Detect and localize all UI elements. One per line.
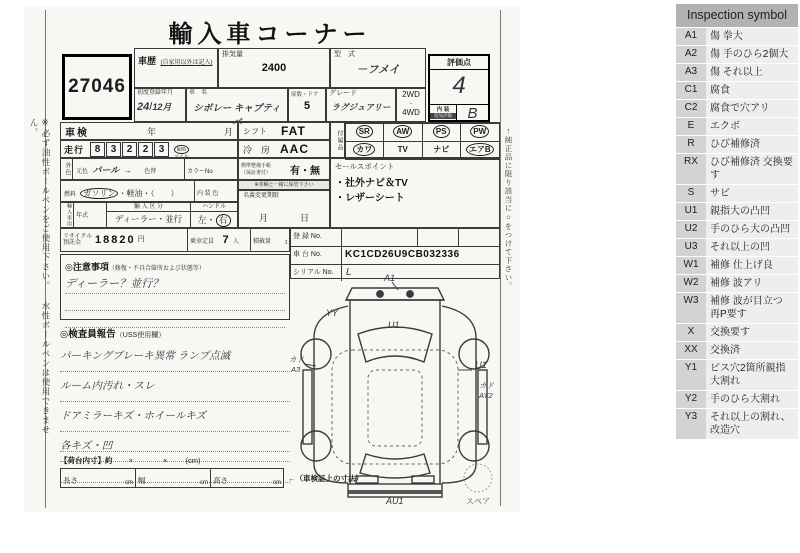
- shaken-month-label: 月: [223, 126, 233, 137]
- load-label: 積載量: [253, 239, 272, 245]
- mileage-digits: [90, 142, 170, 157]
- length-label: 長さ: [63, 476, 78, 485]
- maintenance-note: ※車輌と一緒に保管下さい: [238, 180, 330, 190]
- serial-no-value: L: [346, 267, 352, 278]
- dimension-note: ←（車検証上の寸法）: [288, 474, 363, 483]
- sales-point-label: セールスポイント: [335, 162, 395, 171]
- legend-row: [676, 275, 798, 292]
- legend-row: [676, 324, 798, 341]
- fuel-selected: ガソリン: [80, 188, 118, 199]
- name-change-box: [238, 190, 330, 228]
- car-top-view-diagram: [288, 270, 500, 506]
- legend-row: [676, 409, 798, 439]
- mileage-digit: 2: [138, 142, 153, 157]
- shaken-label: 車検: [65, 127, 89, 139]
- legend-description: ビス穴2箇所親指大割れ: [706, 360, 798, 390]
- right-margin-rule: [500, 10, 501, 506]
- diagram-mark-right-side: U1: [475, 360, 487, 370]
- legend-row: [676, 82, 798, 99]
- exterior-color-label: 外色: [61, 159, 73, 179]
- car-name-box: [186, 88, 288, 129]
- legend-symbol: Y3: [676, 409, 706, 439]
- diagram-mark-rear: AU1: [386, 496, 404, 506]
- legend-description: 補修 仕上げ良: [706, 257, 798, 274]
- base-color-label: 元色: [76, 169, 89, 175]
- maintenance-box: [238, 158, 330, 180]
- registration-no-cell: [418, 229, 459, 246]
- legend-symbol: X: [676, 324, 706, 341]
- handle-separator: ・: [206, 215, 216, 226]
- legend-symbol: S: [676, 185, 706, 202]
- width-unit: cm: [200, 479, 208, 486]
- maintenance-value: 有・無: [290, 165, 320, 177]
- color-arrow: →: [123, 166, 132, 175]
- doors-label: 扉数・ドア: [291, 92, 319, 98]
- displacement-box: [218, 48, 330, 88]
- import-class-label: 輸 入 区 分: [107, 203, 190, 212]
- sheet-title: 輸入車コーナー: [168, 21, 372, 48]
- registration-no-cell: [342, 229, 418, 246]
- notice-handwriting: ディーラー？並行？: [65, 275, 285, 294]
- legend-row: [676, 257, 798, 274]
- bed-size-row: [60, 455, 290, 466]
- recycle-box: [60, 228, 290, 252]
- fuel-box: [60, 180, 238, 202]
- maintenance-sub: （保証書付）: [241, 170, 272, 176]
- diagram-mark-left-corner: カド: [289, 355, 304, 364]
- equipment-item: ナビ: [422, 141, 462, 160]
- legend-symbol: XX: [676, 342, 706, 359]
- mileage-digit: 3: [106, 142, 121, 157]
- lot-number-box: [62, 54, 132, 120]
- first-registration-label: 初度登録年月: [137, 90, 174, 96]
- name-change-day: 日: [299, 213, 309, 224]
- report-title: ◎検査員報告: [60, 329, 116, 340]
- drive-box: [396, 88, 426, 122]
- base-color-value: パール: [92, 165, 120, 175]
- legend-description: 親指大の凸凹: [706, 203, 798, 220]
- recycle-value: 18820: [95, 234, 136, 246]
- doors-box: [288, 88, 326, 122]
- notice-sub: （修復・不具合箇所および状態等）: [108, 266, 205, 272]
- shift-value: FAT: [281, 124, 306, 138]
- legend-row: [676, 221, 798, 238]
- legend-symbol: C2: [676, 100, 706, 117]
- score-box: [428, 54, 490, 122]
- legend-row: [676, 64, 798, 81]
- ac-box: [238, 140, 330, 158]
- legend-description: 腐食で穴アリ: [706, 100, 798, 117]
- bed-size-dims: × ×: [128, 456, 168, 465]
- legend-row: [676, 293, 798, 323]
- legend-row: [676, 360, 798, 390]
- ac-label: 冷 房: [243, 144, 271, 155]
- drive-4wd: 4WD: [402, 108, 420, 117]
- right-margin-note: ↑純正品に限り該当に○をつけて下さい。: [504, 126, 513, 291]
- interior-color-label: 内 装 色: [197, 191, 219, 197]
- report-sub: （USS使用欄）: [115, 332, 166, 339]
- diagram-mark-front: A1: [384, 273, 396, 283]
- equipment-column-label: 付属品: [331, 123, 345, 157]
- spare-tire-label: スペア: [466, 497, 490, 506]
- legend-row: [676, 203, 798, 220]
- capacity-label: 乗車定員: [190, 239, 215, 245]
- ac-value: AAC: [280, 142, 310, 156]
- fuel-label: 燃料: [64, 192, 77, 198]
- legend-symbol: A1: [676, 28, 706, 45]
- color-no-label: カラーNo: [187, 169, 213, 175]
- equipment-item: AW: [383, 123, 423, 142]
- legend-row: [676, 239, 798, 256]
- diagram-mark-front-left: YY: [326, 308, 339, 318]
- legend-row: [676, 342, 798, 359]
- shift-box: [238, 122, 330, 140]
- import-class-value: ディーラー・並行: [114, 214, 183, 225]
- fuel-options: ・軽油・（ ）: [118, 189, 179, 198]
- legend-row: [676, 118, 798, 135]
- recycle-unit: 円: [137, 236, 145, 244]
- shaken-year-label: 年: [147, 126, 157, 137]
- legend-description: サビ: [706, 185, 798, 202]
- legend-description: 補修 波アリ: [706, 275, 798, 292]
- legend-symbol: W2: [676, 275, 706, 292]
- model-year-label: 年式: [76, 213, 89, 219]
- equipment-item: PS: [422, 123, 462, 142]
- legend-row: [676, 154, 798, 184]
- dimension-cells: [60, 468, 284, 488]
- registration-no-label: 登 録 No.: [291, 229, 342, 246]
- legend-description: 補修 波が目立つ 再P要す: [706, 293, 798, 323]
- displacement-value: 2400: [261, 61, 287, 74]
- legend-table: [676, 28, 798, 439]
- equipment-row-1: [345, 123, 499, 141]
- diagram-mark-right-corner: カド: [479, 381, 494, 390]
- bed-size-label: 【荷台内寸】約: [60, 456, 113, 465]
- sales-point-box: [330, 158, 500, 228]
- legend-symbol: U3: [676, 239, 706, 256]
- bed-blank-line: [60, 440, 290, 452]
- displacement-label: 排気量: [222, 51, 243, 58]
- legend-title: Inspection symbol: [676, 4, 798, 27]
- legend-symbol: R: [676, 136, 706, 153]
- grade-label: グレード: [329, 90, 357, 97]
- legend-symbol: W3: [676, 293, 706, 323]
- report-line: 各キズ・凹: [60, 432, 290, 462]
- legend-row: [676, 136, 798, 153]
- first-registration-box: [134, 88, 186, 122]
- legend-symbol: A3: [676, 64, 706, 81]
- notice-title: ◎注意事項: [65, 262, 109, 272]
- legend-description: 傷 拳大: [706, 28, 798, 45]
- legend-symbol: E: [676, 118, 706, 135]
- legend-symbol: W1: [676, 257, 706, 274]
- mileage-digit: 2: [122, 142, 137, 157]
- diagram-mark-left-corner-code: A3: [291, 365, 301, 374]
- legend-description: それ以上の割れ、改造穴: [706, 409, 798, 439]
- legend-symbol: Y2: [676, 391, 706, 408]
- exterior-color-box: [60, 158, 238, 180]
- model-code-label: 型 式: [334, 51, 355, 58]
- shaken-box: [60, 122, 238, 140]
- legend-description: 傷 手のひら2個大: [706, 46, 798, 63]
- equipment-item: SR: [345, 123, 385, 142]
- handle-right: 右: [216, 214, 231, 226]
- legend-row: [676, 100, 798, 117]
- bed-size-unit: (cm): [185, 456, 201, 465]
- first-registration-year: 24: [137, 101, 150, 114]
- height-unit: cm: [273, 479, 281, 486]
- legend-description: 手のひら大割れ: [706, 391, 798, 408]
- height-label: 高さ: [213, 476, 228, 485]
- notice-blank-line: [65, 294, 285, 311]
- mileage-box: [60, 140, 238, 158]
- history-sub: (自家用以外は記入): [160, 60, 213, 66]
- drive-2wd: 2WD: [402, 90, 420, 99]
- capacity-unit: 人: [233, 239, 240, 245]
- inspection-symbol-legend: [676, 4, 798, 439]
- lot-number: 27046: [68, 76, 126, 97]
- interior-score-value: B: [467, 105, 478, 122]
- load-unit: t: [285, 240, 287, 246]
- equipment-item: TV: [383, 141, 423, 160]
- name-change-month: 月: [258, 213, 268, 224]
- report-line: ルーム内汚れ・スレ: [60, 372, 290, 402]
- mileage-digit: 8: [90, 142, 105, 157]
- capacity-value: 7: [222, 234, 229, 246]
- mileage-digit: 3: [154, 142, 169, 157]
- left-margin-note: ※必ず油性ボールペンをご使用下さい。 水性ボールペンは使用できません。: [29, 118, 51, 435]
- notice-box: [60, 254, 290, 320]
- score-value: 4: [452, 72, 466, 99]
- mileage-label: 走行: [64, 144, 85, 155]
- legend-description: 交換済: [706, 342, 798, 359]
- import-use-label: 輸入車用: [61, 203, 74, 227]
- chassis-no-value: KC1CD26U9CB032336: [345, 249, 460, 260]
- legend-symbol: C1: [676, 82, 706, 99]
- equipment-item: エアB: [460, 141, 500, 160]
- interior-score-label: 内 装: [436, 107, 450, 113]
- grade-box: [326, 88, 396, 122]
- registration-no-cell: [459, 229, 499, 246]
- car-name-label: 車 名: [189, 90, 208, 96]
- report-line: ドアミラーキズ・ホイールキズ: [60, 402, 290, 432]
- legend-symbol: RX: [676, 154, 706, 184]
- width-label: 幅: [138, 476, 146, 485]
- legend-symbol: Y1: [676, 360, 706, 390]
- import-box: [60, 202, 238, 228]
- serial-no-label: シリアル No.: [291, 265, 342, 281]
- shift-label: シフト: [243, 126, 267, 136]
- legend-description: 傷 それ以上: [706, 64, 798, 81]
- legend-description: エクボ: [706, 118, 798, 135]
- legend-description: それ以上の凹: [706, 239, 798, 256]
- color-change-label: 色替: [144, 169, 157, 175]
- drive-separator: ・: [407, 102, 414, 108]
- legend-symbol: A2: [676, 46, 706, 63]
- legend-description: 腐食: [706, 82, 798, 99]
- recycle-label: リサイクル預託金: [63, 233, 93, 246]
- equipment-row-2: [345, 141, 499, 159]
- model-code-box: [330, 48, 426, 88]
- first-registration-month: 12月: [152, 102, 172, 113]
- diagram-mark-hood: U1: [388, 320, 400, 330]
- legend-symbol: U1: [676, 203, 706, 220]
- legend-description: 交換要す: [706, 324, 798, 341]
- first-registration-slash: /: [149, 101, 153, 114]
- legend-row: [676, 185, 798, 202]
- equipment-box: [330, 122, 500, 158]
- legend-description: 手のひら大の凸凹: [706, 221, 798, 238]
- sales-point-item: ・レザーシート: [335, 193, 405, 204]
- interior-score-sub: 追加評価: [430, 113, 456, 119]
- legend-row: [676, 46, 798, 63]
- sales-point-item: ・社外ナビ＆TV: [335, 178, 408, 189]
- equipment-item: PW: [460, 123, 500, 142]
- grade-value: ラグジュアリー: [331, 101, 391, 112]
- legend-description: ひび補修済 交換要す: [706, 154, 798, 184]
- report-line: パーキングブレーキ異常 ランプ点滅: [60, 342, 290, 372]
- legend-row: [676, 28, 798, 45]
- legend-row: [676, 391, 798, 408]
- name-change-label: 名義変更期限: [243, 193, 280, 199]
- model-code-value: －フメイ: [356, 63, 400, 76]
- chassis-no-label: 車 台 No.: [291, 247, 342, 264]
- mileage-unit-mile: マイル: [174, 153, 189, 160]
- legend-symbol: U2: [676, 221, 706, 238]
- doors-value: 5: [303, 100, 311, 112]
- history-box: [134, 48, 218, 88]
- inspector-report: [60, 324, 290, 456]
- length-unit: cm: [125, 479, 133, 486]
- score-label: 評価点: [430, 56, 488, 70]
- maintenance-label: 標準整備手帳: [241, 163, 272, 169]
- legend-description: ひび補修済: [706, 136, 798, 153]
- mileage-unit-km: km: [174, 145, 189, 154]
- car-name-value: シボレー キャプティバ: [193, 103, 281, 129]
- equipment-item: カワ: [345, 141, 385, 160]
- history-label: 車歴: [138, 56, 157, 66]
- handle-label: ハンドル: [191, 203, 237, 212]
- handle-left: 左: [197, 215, 207, 226]
- diagram-mark-right-corner-code: AY2: [479, 391, 493, 400]
